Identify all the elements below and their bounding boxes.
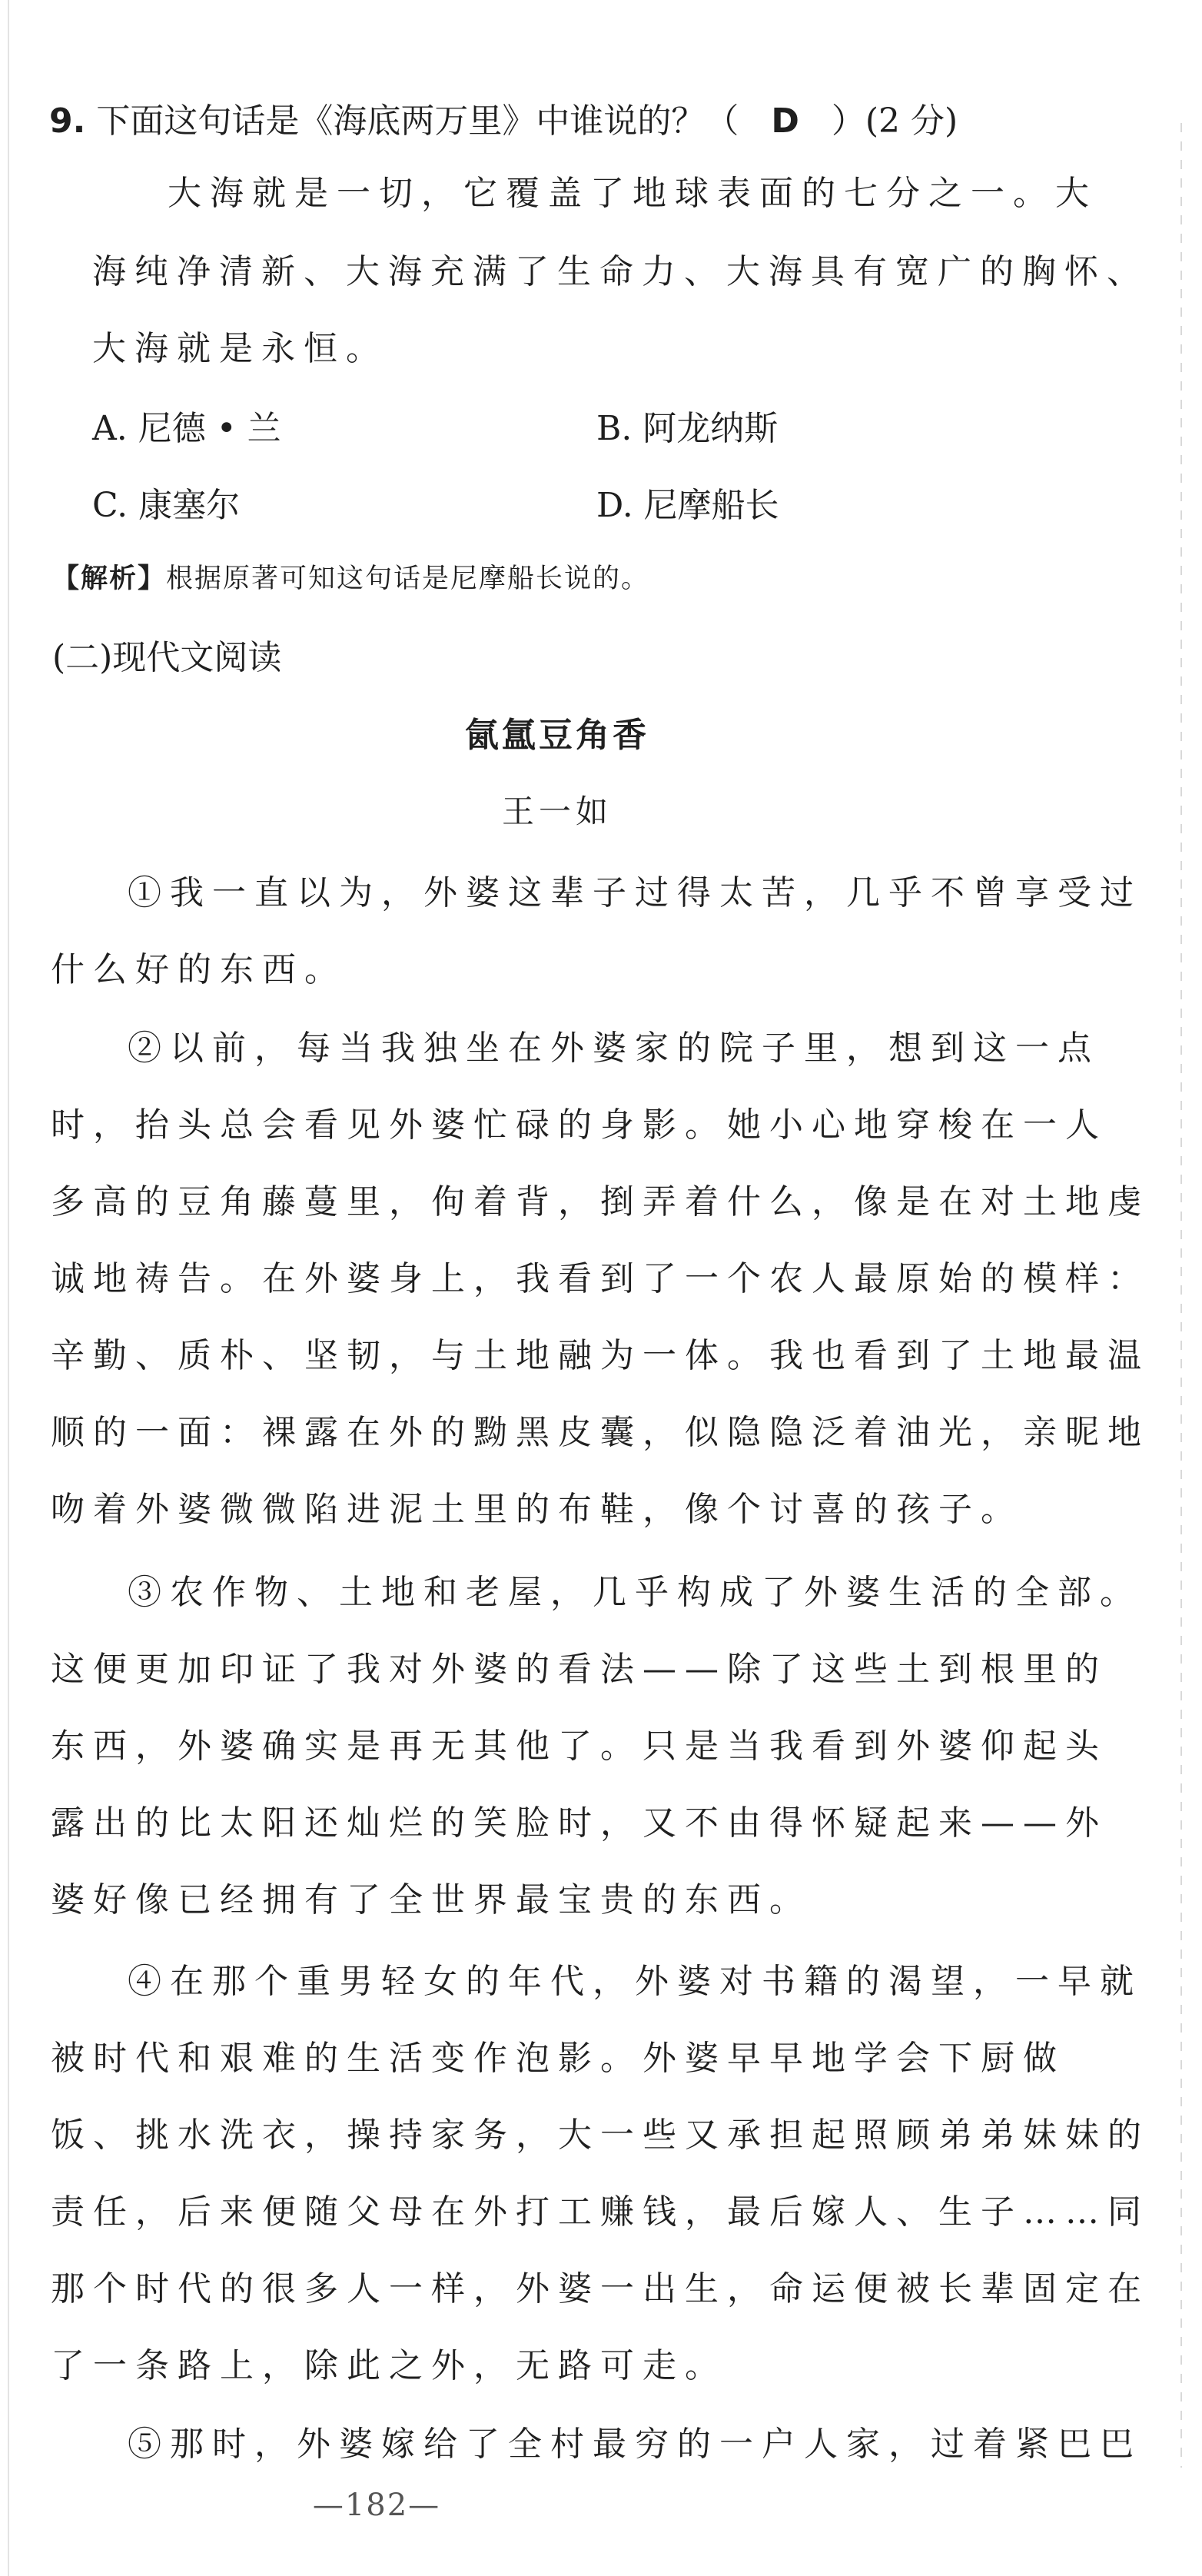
article-line: 了一条路上，除此之外，无路可走。 [51, 2346, 727, 2385]
left-margin-rule [8, 0, 9, 2576]
question-number: 9. [49, 101, 86, 141]
article-line: 诚地祷告。在外婆身上，我看到了一个农人最原始的模样： [51, 1259, 1150, 1298]
quote-line-3: 大海就是永恒。 [92, 329, 388, 368]
article-line: 顺的一面：裸露在外的黝黑皮囊，似隐隐泛着油光，亲昵地 [51, 1413, 1150, 1452]
quote-line-2: 海纯净清新、大海充满了生命力、大海具有宽广的胸怀、 [92, 252, 1149, 291]
quote-line-1: 大海就是一切，它覆盖了地球表面的七分之一。大 [168, 174, 1097, 213]
article-line: ①我一直以为，外婆这辈子过得太苦，几乎不曾享受过 [128, 873, 1142, 912]
question-text-before: 下面这句话是《海底两万里》中谁说的？（ [96, 101, 739, 141]
option-d: D. 尼摩船长 [596, 486, 779, 525]
article-line: 那个时代的很多人一样，外婆一出生，命运便被长辈固定在 [51, 2269, 1150, 2308]
article-line: 东西，外婆确实是再无其他了。只是当我看到外婆仰起头 [51, 1727, 1107, 1766]
article-line: 饭、挑水洗衣，操持家务，大一些又承担起照顾弟弟妹妹的 [51, 2116, 1150, 2155]
question-text-after: ）(2 分) [831, 101, 958, 141]
page-number: —182— [312, 2488, 441, 2523]
analysis-tag: 【解析】 [52, 563, 167, 594]
question-header [49, 101, 1048, 141]
article-line: 辛勤、质朴、坚韧，与土地融为一体。我也看到了土地最温 [51, 1336, 1150, 1375]
section-heading: (二)现代文阅读 [52, 638, 282, 677]
analysis [52, 563, 650, 594]
article-line: ⑤那时，外婆嫁给了全村最穷的一户人家，过着紧巴巴 [128, 2425, 1142, 2464]
article-line: 露出的比太阳还灿烂的笑脸时，又不由得怀疑起来——外 [51, 1803, 1107, 1843]
analysis-text: 根据原著可知这句话是尼摩船长说的。 [166, 563, 650, 594]
option-b: B. 阿龙纳斯 [596, 409, 779, 448]
article-line: 被时代和艰难的生活变作泡影。外婆早早地学会下厨做 [51, 2039, 1065, 2078]
article-line: 时，抬头总会看见外婆忙碌的身影。她小心地穿梭在一人 [51, 1105, 1107, 1145]
article-line: 多高的豆角藤蔓里，佝着背，捯弄着什么，像是在对土地虔 [51, 1182, 1150, 1222]
article-line: 这便更加印证了我对外婆的看法——除了这些土到根里的 [51, 1650, 1107, 1689]
article-line: ④在那个重男轻女的年代，外婆对书籍的渴望，一早就 [128, 1962, 1142, 2001]
article-author: 王一如 [501, 793, 613, 830]
article-line: 什么好的东西。 [51, 950, 347, 989]
article-line: ③农作物、土地和老屋，几乎构成了外婆生活的全部。 [128, 1573, 1142, 1612]
article-line: 婆好像已经拥有了全世界最宝贵的东西。 [51, 1880, 812, 1920]
option-c: C. 康塞尔 [92, 486, 241, 525]
article-line: 责任，后来便随父母在外打工赚钱，最后嫁人、生子……同 [51, 2192, 1150, 2232]
article-title: 氤氲豆角香 [465, 716, 649, 755]
option-a: A. 尼德 • 兰 [92, 409, 281, 448]
right-dotted-rule [1180, 123, 1182, 2468]
question-answer: D [771, 101, 799, 141]
article-line: 吻着外婆微微陷进泥土里的布鞋，像个讨喜的孩子。 [51, 1490, 1023, 1529]
article-line: ②以前，每当我独坐在外婆家的院子里，想到这一点 [128, 1029, 1100, 1068]
